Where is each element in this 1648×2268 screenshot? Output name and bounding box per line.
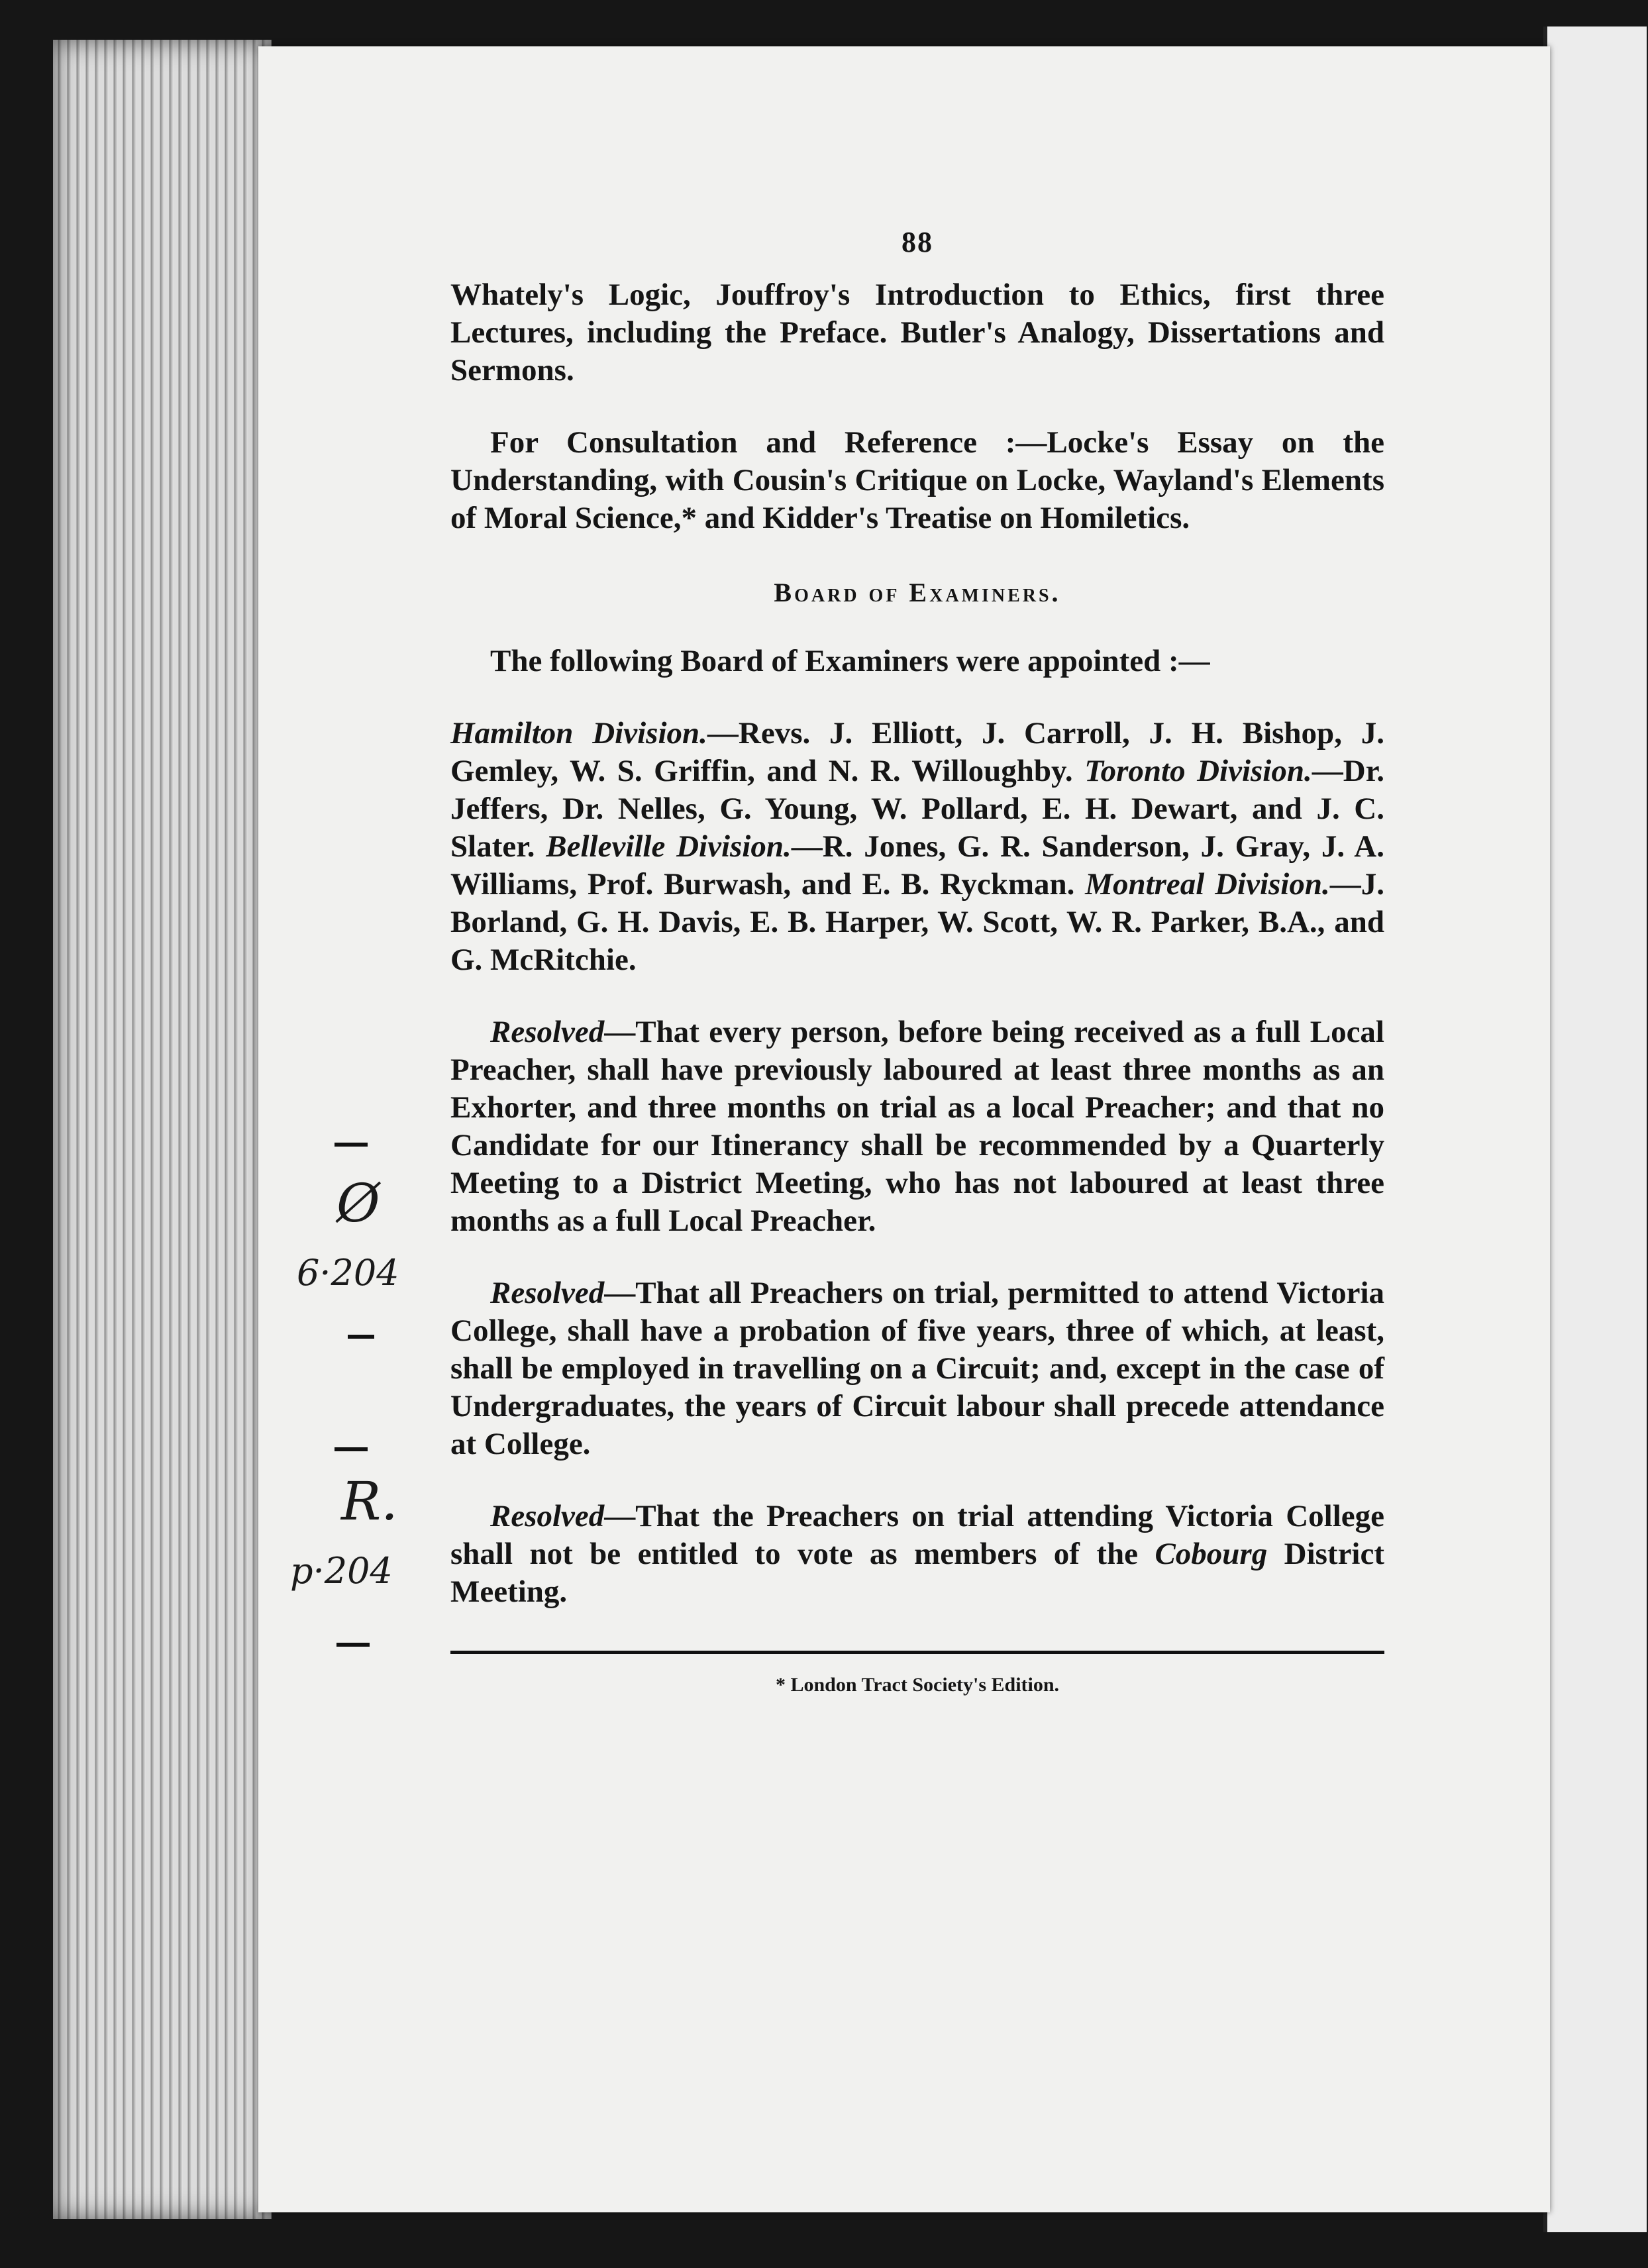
facing-page-edge: [1543, 26, 1647, 2232]
margin-note-symbol: Ø: [336, 1172, 380, 1234]
stacked-page-edges: [53, 40, 272, 2219]
margin-dash: [335, 1447, 368, 1451]
margin-note-reference: p·204: [290, 1550, 393, 1592]
division-members: —Dr. Jeffers, Dr. Nelles, G. Young, W. Pollard, E. H. Dewart, and J. C. Slater.: [450, 754, 1384, 864]
footnote: * London Tract Society's Edition.: [775, 1674, 1060, 1696]
resolution-paragraph: [450, 1013, 1384, 1240]
division-members: —Revs. J. Elliott, J. Carroll, J. H. Bishop, J. Gemley, W. S. Griffin, and N. R. Willoughby.: [450, 716, 1384, 788]
margin-dash: [335, 1143, 368, 1147]
book-page: [258, 46, 1550, 2212]
reading-list-paragraph: Whately's Logic, Jouffroy's Introduction to Ethics, first three Lectures, including the Preface. Butler's Analogy, Dissertations and Sermons.: [450, 278, 1384, 387]
resolution-text: District Meeting.: [450, 1537, 1385, 1609]
resolution-paragraph: [450, 1274, 1384, 1463]
resolution-label: Resolved: [490, 1499, 605, 1533]
resolution-label: Resolved: [490, 1276, 605, 1310]
intro-line: The following Board of Examiners were appointed :—: [490, 644, 1210, 678]
division-name: Hamilton Division.: [450, 716, 707, 750]
page-number: 88: [901, 226, 933, 258]
divisions-paragraph: [450, 715, 1384, 979]
margin-dash: [336, 1643, 370, 1647]
division-name: Toronto Division.: [1084, 754, 1312, 788]
resolution-text: —That all Preachers on trial, permitted to attend Victoria College, shall have a probation of five years, three of which, at least, shall be employed in travelling on a Circuit; and, except in the case of Undergraduates, the years of Circuit labour shall precede attendance at College.: [450, 1276, 1384, 1461]
margin-note-symbol: R.: [341, 1470, 398, 1532]
page-text: [450, 225, 1384, 1696]
division-members: —J. Borland, G. H. Davis, E. B. Harper, W. Scott, W. R. Parker, B.A., and G. McRitchie.: [450, 867, 1384, 977]
division-name: Belleville Division.: [546, 829, 792, 864]
margin-dash: [348, 1335, 374, 1339]
resolution-text: —That the Preachers on trial attending Victoria College shall not be entitled to vote as members of the: [450, 1499, 1384, 1571]
section-heading: Board of Examiners.: [774, 578, 1061, 607]
place-name: Cobourg: [1155, 1537, 1268, 1571]
division-name: Montreal Division.: [1085, 867, 1330, 902]
resolution-label: Resolved: [490, 1015, 605, 1049]
reference-paragraph: For Consultation and Reference :—Locke's Essay on the Understanding, with Cousin's Critique on Locke, Wayland's Elements of Moral Science,* and Kidder's Treatise on Homiletics.: [450, 425, 1384, 535]
division-members: —R. Jones, G. R. Sanderson, J. Gray, J. A. Williams, Prof. Burwash, and E. B. Ryckman.: [450, 829, 1384, 902]
footnote-rule: [450, 1651, 1384, 1654]
resolution-text: —That every person, before being received as a full Local Preacher, shall have previously laboured at least three months as an Exhorter, and three months on trial as a local Preacher; and that no Candidate for our Itinerancy shall be recommended by a Quarterly Meeting to a District Meeting, who has not laboured at least three months as a full Local Preacher.: [450, 1015, 1384, 1238]
resolution-paragraph: [450, 1498, 1384, 1611]
margin-note-reference: 6·204: [297, 1252, 399, 1294]
